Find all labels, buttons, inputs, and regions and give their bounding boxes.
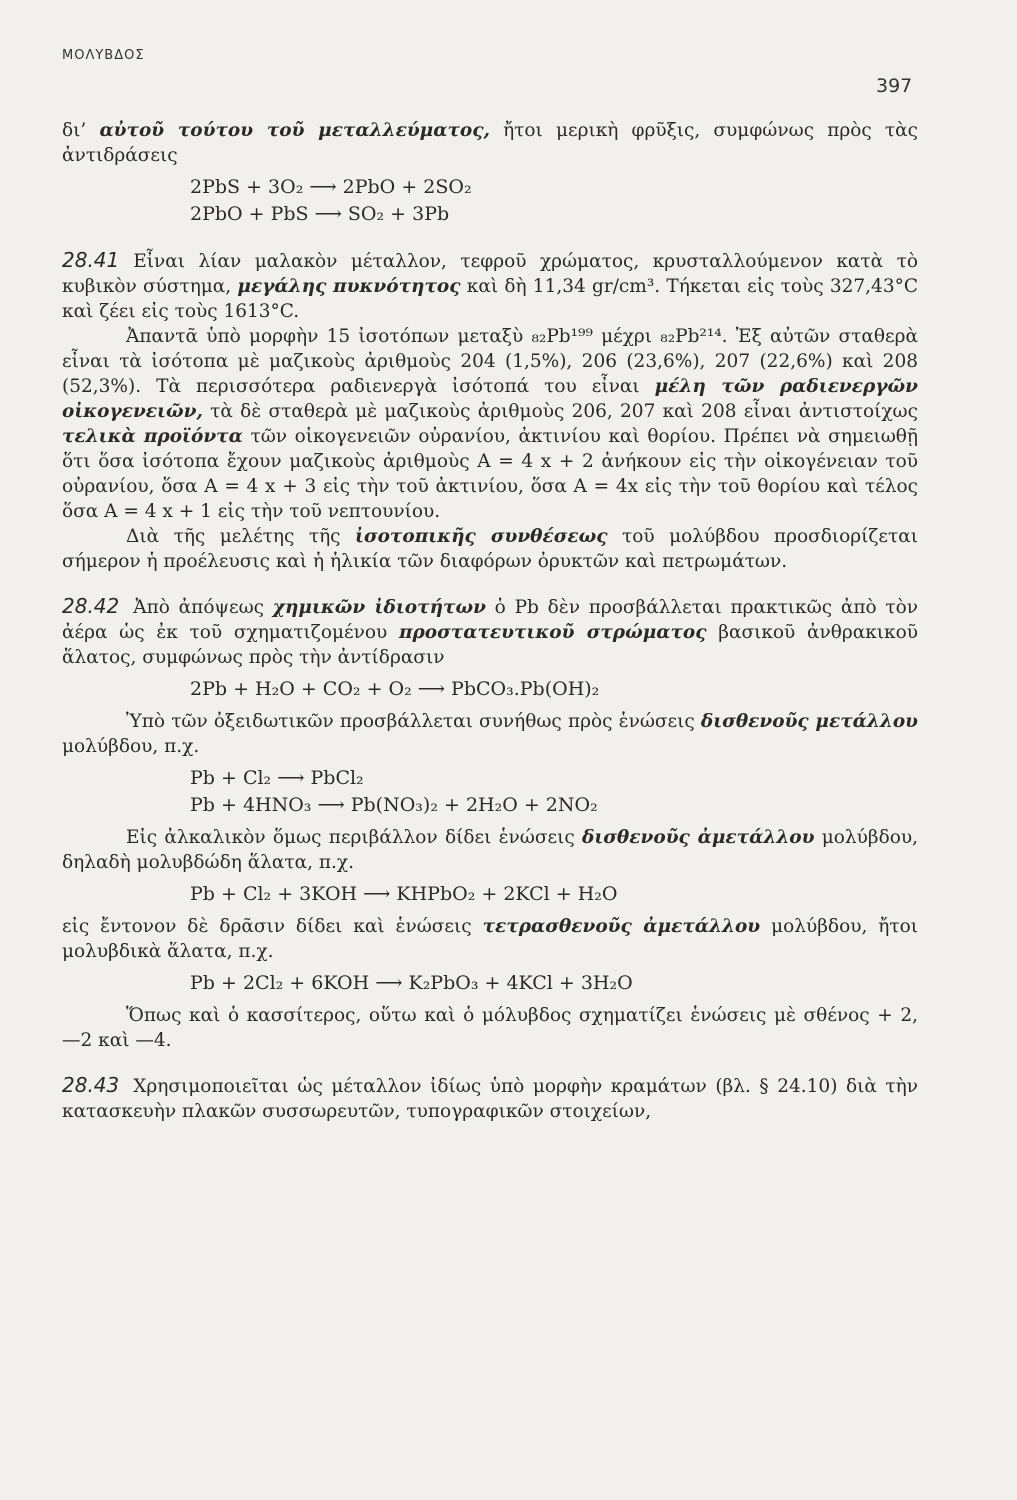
running-title: ΜΟΛΥΒΔΟΣ [62, 48, 145, 63]
emphasis: τετρασθενοῦς ἀμετάλλου [482, 916, 761, 937]
equation: Pb + Cl₂ + 3KOH ⟶ KHPbO₂ + 2KCl + H₂O [190, 883, 618, 905]
page-number: 397 [876, 75, 913, 97]
emphasis: μεγάλης πυκνότητος [237, 276, 461, 297]
section-number: 28.43 [62, 1073, 120, 1097]
text: μολύβδου, π.χ. [62, 736, 200, 757]
emphasis: μέλη τῶν ραδιενεργῶν οἰκογενειῶν, [62, 376, 918, 422]
text: μολύβδου, ἤτοι μολυβδικὰ ἅλατα, π.χ. [62, 916, 919, 962]
emphasis: τελικὰ προϊόντα [62, 426, 243, 447]
text: μολύβδου, δηλαδὴ μολυβδώδη ἅλατα, π.χ. [62, 827, 918, 873]
equation: 2Pb + H₂O + CO₂ + O₂ ⟶ PbCO₃.Pb(OH)₂ [190, 678, 600, 700]
page-body [62, 118, 918, 1124]
equation: 2PbO + PbS ⟶ SO₂ + 3Pb [190, 203, 450, 225]
paragraph [62, 324, 918, 524]
text: ἤτοι μερικὴ φρῦξις, συμφώνως πρὸς τὰς ἀντιδράσεις [62, 120, 919, 166]
text: Εἰς ἀλκαλικὸν ὅμως περιβάλλον δίδει ἑνώσεις [126, 827, 582, 848]
text: Ὑπὸ τῶν ὀξειδωτικῶν προσβάλλεται συνήθως πρὸς ἑνώσεις [126, 711, 701, 732]
emphasis: δισθενοῦς μετάλλου [700, 711, 918, 732]
paragraph [62, 914, 918, 964]
emphasis: δισθενοῦς ἀμετάλλου [582, 827, 815, 848]
emphasis: ἰσοτοπικῆς συνθέσεως [355, 526, 608, 547]
text: τὰ δὲ σταθερὰ μὲ μαζικοὺς ἀριθμοὺς 206, 207 καὶ 208 εἶναι ἀντιστοίχως [202, 401, 918, 422]
text: Εἶναι λίαν μαλακὸν μέταλλον, τεφροῦ χρώματος, κρυσταλλούμενον κατὰ τὸ κυβικὸν σύστημα, [62, 251, 918, 297]
emphasis: χημικῶν ἰδιοτήτων [272, 597, 486, 618]
equation: 2PbS + 3O₂ ⟶ 2PbO + 2SO₂ [190, 176, 472, 198]
intro-paragraph [62, 118, 918, 168]
paragraph [62, 709, 918, 759]
paragraph [62, 524, 918, 574]
paragraph: Ὅπως καὶ ὁ κασσίτερος, οὕτω καὶ ὁ μόλυβδος σχηματίζει ἑνώσεις μὲ σθένος + 2, —2 καὶ —4. [62, 1005, 918, 1051]
text: καὶ δὴ 11,34 gr/cm³. Τήκεται εἰς τοὺς 327,43°C καὶ ζέει εἰς τοὺς 1613°C. [62, 276, 918, 322]
section-28-42 [62, 594, 918, 670]
emphasis: προστατευτικοῦ στρώματος [398, 622, 707, 643]
equation: Pb + 4HNO₃ ⟶ Pb(NO₃)₂ + 2H₂O + 2NO₂ [190, 794, 598, 816]
text: τῶν οἰκογενειῶν οὐρανίου, ἀκτινίου καὶ θορίου. Πρέπει νὰ σημειωθῇ ὅτι ὅσα ἰσότοπα ἔχουν μαζικοὺς ἀριθμοὺς A = 4 x + 2 ἀνήκουν εἰς τὴν οἰκογένειαν τοῦ οὐρανίου, ὅσα A = 4 x + 3 εἰς τὴν τοῦ ἀκτινίου, ὅσα A = 4x εἰς τὴν τοῦ θορίου καὶ τέλος ὅσα A = 4 x + 1 εἰς τὴν τοῦ νεπτουνίου. [62, 426, 919, 522]
text: Ἀπαντᾶ ὑπὸ μορφὴν 15 ἰσοτόπων μεταξὺ ₈₂Pb¹⁹⁹ μέχρι ₈₂Pb²¹⁴. Ἐξ αὐτῶν σταθερὰ εἶναι τὰ ἰσότοπα μὲ μαζικοὺς ἀριθμοὺς 204 (1,5%), 206 (23,6%), 207 (22,6%) καὶ 208 (52,3%). Τὰ περισσότερα ραδιενεργὰ ἰσότοπά του εἶναι [62, 326, 918, 397]
text: τοῦ μολύβδου προσδιορίζεται σήμερον ἡ προέλευσις καὶ ἡ ἡλικία τῶν διαφόρων ὀρυκτῶν καὶ πετρωμάτων. [62, 526, 918, 572]
section-28-41 [62, 248, 918, 324]
equation: Pb + Cl₂ ⟶ PbCl₂ [190, 767, 364, 789]
text: Διὰ τῆς μελέτης τῆς [126, 526, 355, 547]
text: εἰς ἔντονον δὲ δρᾶσιν δίδει καὶ ἑνώσεις [62, 916, 483, 937]
emphasis: αὐτοῦ τούτου τοῦ μεταλλεύματος, [99, 120, 490, 141]
paragraph [62, 825, 918, 875]
text: Χρησιμοποιεῖται ὡς μέταλλον ἰδίως ὑπὸ μορφὴν κραμάτων (βλ. § 24.10) διὰ τὴν κατασκευὴν πλακῶν συσσωρευτῶν, τυπογραφικῶν στοιχείων, [62, 1076, 918, 1122]
text: βασικοῦ ἀνθρακικοῦ ἅλατος, συμφώνως πρὸς τὴν ἀντίδρασιν [62, 622, 918, 668]
section-number: 28.42 [62, 594, 120, 618]
text: Ἀπὸ ἀπόψεως [133, 597, 273, 618]
text: δι’ [62, 120, 100, 141]
equation: Pb + 2Cl₂ + 6KOH ⟶ K₂PbO₃ + 4KCl + 3H₂O [190, 972, 633, 994]
text: ὁ Pb δὲν προσβάλλεται πρακτικῶς ἀπὸ τὸν ἀέρα ὡς ἐκ τοῦ σχηματιζομένου [62, 597, 919, 643]
section-number: 28.41 [62, 248, 120, 272]
section-28-43 [62, 1073, 918, 1124]
